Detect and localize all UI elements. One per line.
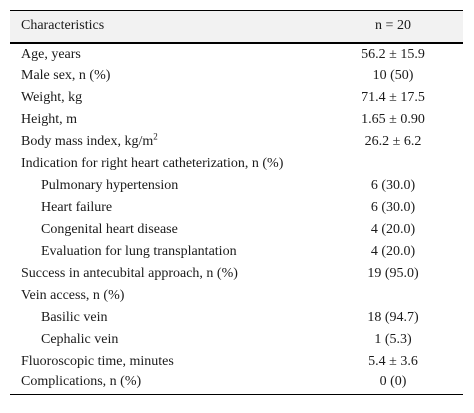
- table-body: [10, 43, 463, 395]
- table-row: [10, 263, 463, 285]
- table-row: [10, 175, 463, 197]
- row-label: [10, 263, 323, 285]
- row-value: 19 (95.0): [367, 265, 419, 281]
- row-label: [10, 43, 323, 65]
- row-label-superscript: 2: [153, 130, 158, 141]
- row-label: [10, 219, 323, 241]
- row-value: 1.65 ± 0.90: [361, 111, 425, 127]
- row-label: [10, 65, 323, 87]
- row-value: 0 (0): [323, 373, 463, 395]
- row-value: 6 (30.0): [370, 199, 416, 215]
- row-value: 5.4 ± 3.6: [368, 353, 418, 369]
- row-label-text: Evaluation for lung transplantation: [41, 243, 237, 259]
- row-label: [10, 329, 323, 351]
- table-row: [10, 65, 463, 87]
- row-value: 4 (20.0): [370, 243, 416, 259]
- header-characteristics: Characteristics: [10, 11, 323, 43]
- header-n: n = 20: [323, 11, 463, 43]
- row-label: [10, 197, 323, 219]
- row-value: 1 (5.3): [374, 331, 412, 347]
- row-label: [10, 351, 323, 373]
- row-label-text: Pulmonary hypertension: [41, 177, 179, 193]
- row-label: [10, 373, 323, 395]
- row-label-text: Basilic vein: [41, 309, 108, 325]
- table-row: [10, 131, 463, 153]
- table-row: [10, 219, 463, 241]
- table-row: [10, 307, 463, 329]
- row-label: [10, 285, 323, 307]
- row-label: [10, 153, 323, 175]
- row-label-text: Indication for right heart catheterization, n (%): [21, 155, 284, 171]
- row-value: [323, 153, 463, 175]
- row-value: 6 (30.0): [370, 177, 416, 193]
- row-value: 26.2 ± 6.2: [364, 133, 422, 149]
- row-label: [10, 241, 323, 263]
- row-value: 4 (20.0): [370, 221, 416, 237]
- table-row: [10, 329, 463, 351]
- row-label: [10, 109, 323, 131]
- row-label-text: Fluoroscopic time, minutes: [21, 353, 174, 369]
- row-label-text: Cephalic vein: [41, 331, 119, 347]
- table-row: [10, 351, 463, 373]
- characteristics-table: [10, 10, 463, 395]
- table-row: [10, 197, 463, 219]
- row-label-text: Body mass index, kg/m: [21, 133, 154, 149]
- row-value: 71.4 ± 17.5: [361, 89, 425, 105]
- row-label-text: Congenital heart disease: [41, 221, 178, 237]
- table-row: [10, 43, 463, 65]
- table-header: [10, 11, 463, 43]
- table-row: [10, 87, 463, 109]
- table-row: [10, 109, 463, 131]
- row-label-text: Vein access, n (%): [21, 287, 125, 303]
- row-label-text: Complications, n (%): [21, 373, 142, 389]
- table-row: [10, 153, 463, 175]
- row-label-text: Height, m: [21, 111, 77, 127]
- row-value: 18 (94.7): [367, 309, 419, 325]
- row-label-text: Age, years: [21, 47, 81, 62]
- row-label-text: Weight, kg: [21, 89, 83, 105]
- row-label: [10, 175, 323, 197]
- row-label-text: Heart failure: [41, 199, 113, 215]
- table-row: [10, 241, 463, 263]
- row-value: 56.2 ± 15.9: [361, 47, 425, 62]
- row-label-text: Male sex, n (%): [21, 67, 111, 83]
- row-label-text: Success in antecubital approach, n (%): [21, 265, 238, 281]
- table-header-row: [10, 11, 463, 43]
- table-row: [10, 285, 463, 307]
- table-row: [10, 373, 463, 395]
- row-value: [323, 285, 463, 307]
- row-label: [10, 131, 323, 153]
- row-label: [10, 87, 323, 109]
- row-label: [10, 307, 323, 329]
- row-value: 10 (50): [372, 67, 414, 83]
